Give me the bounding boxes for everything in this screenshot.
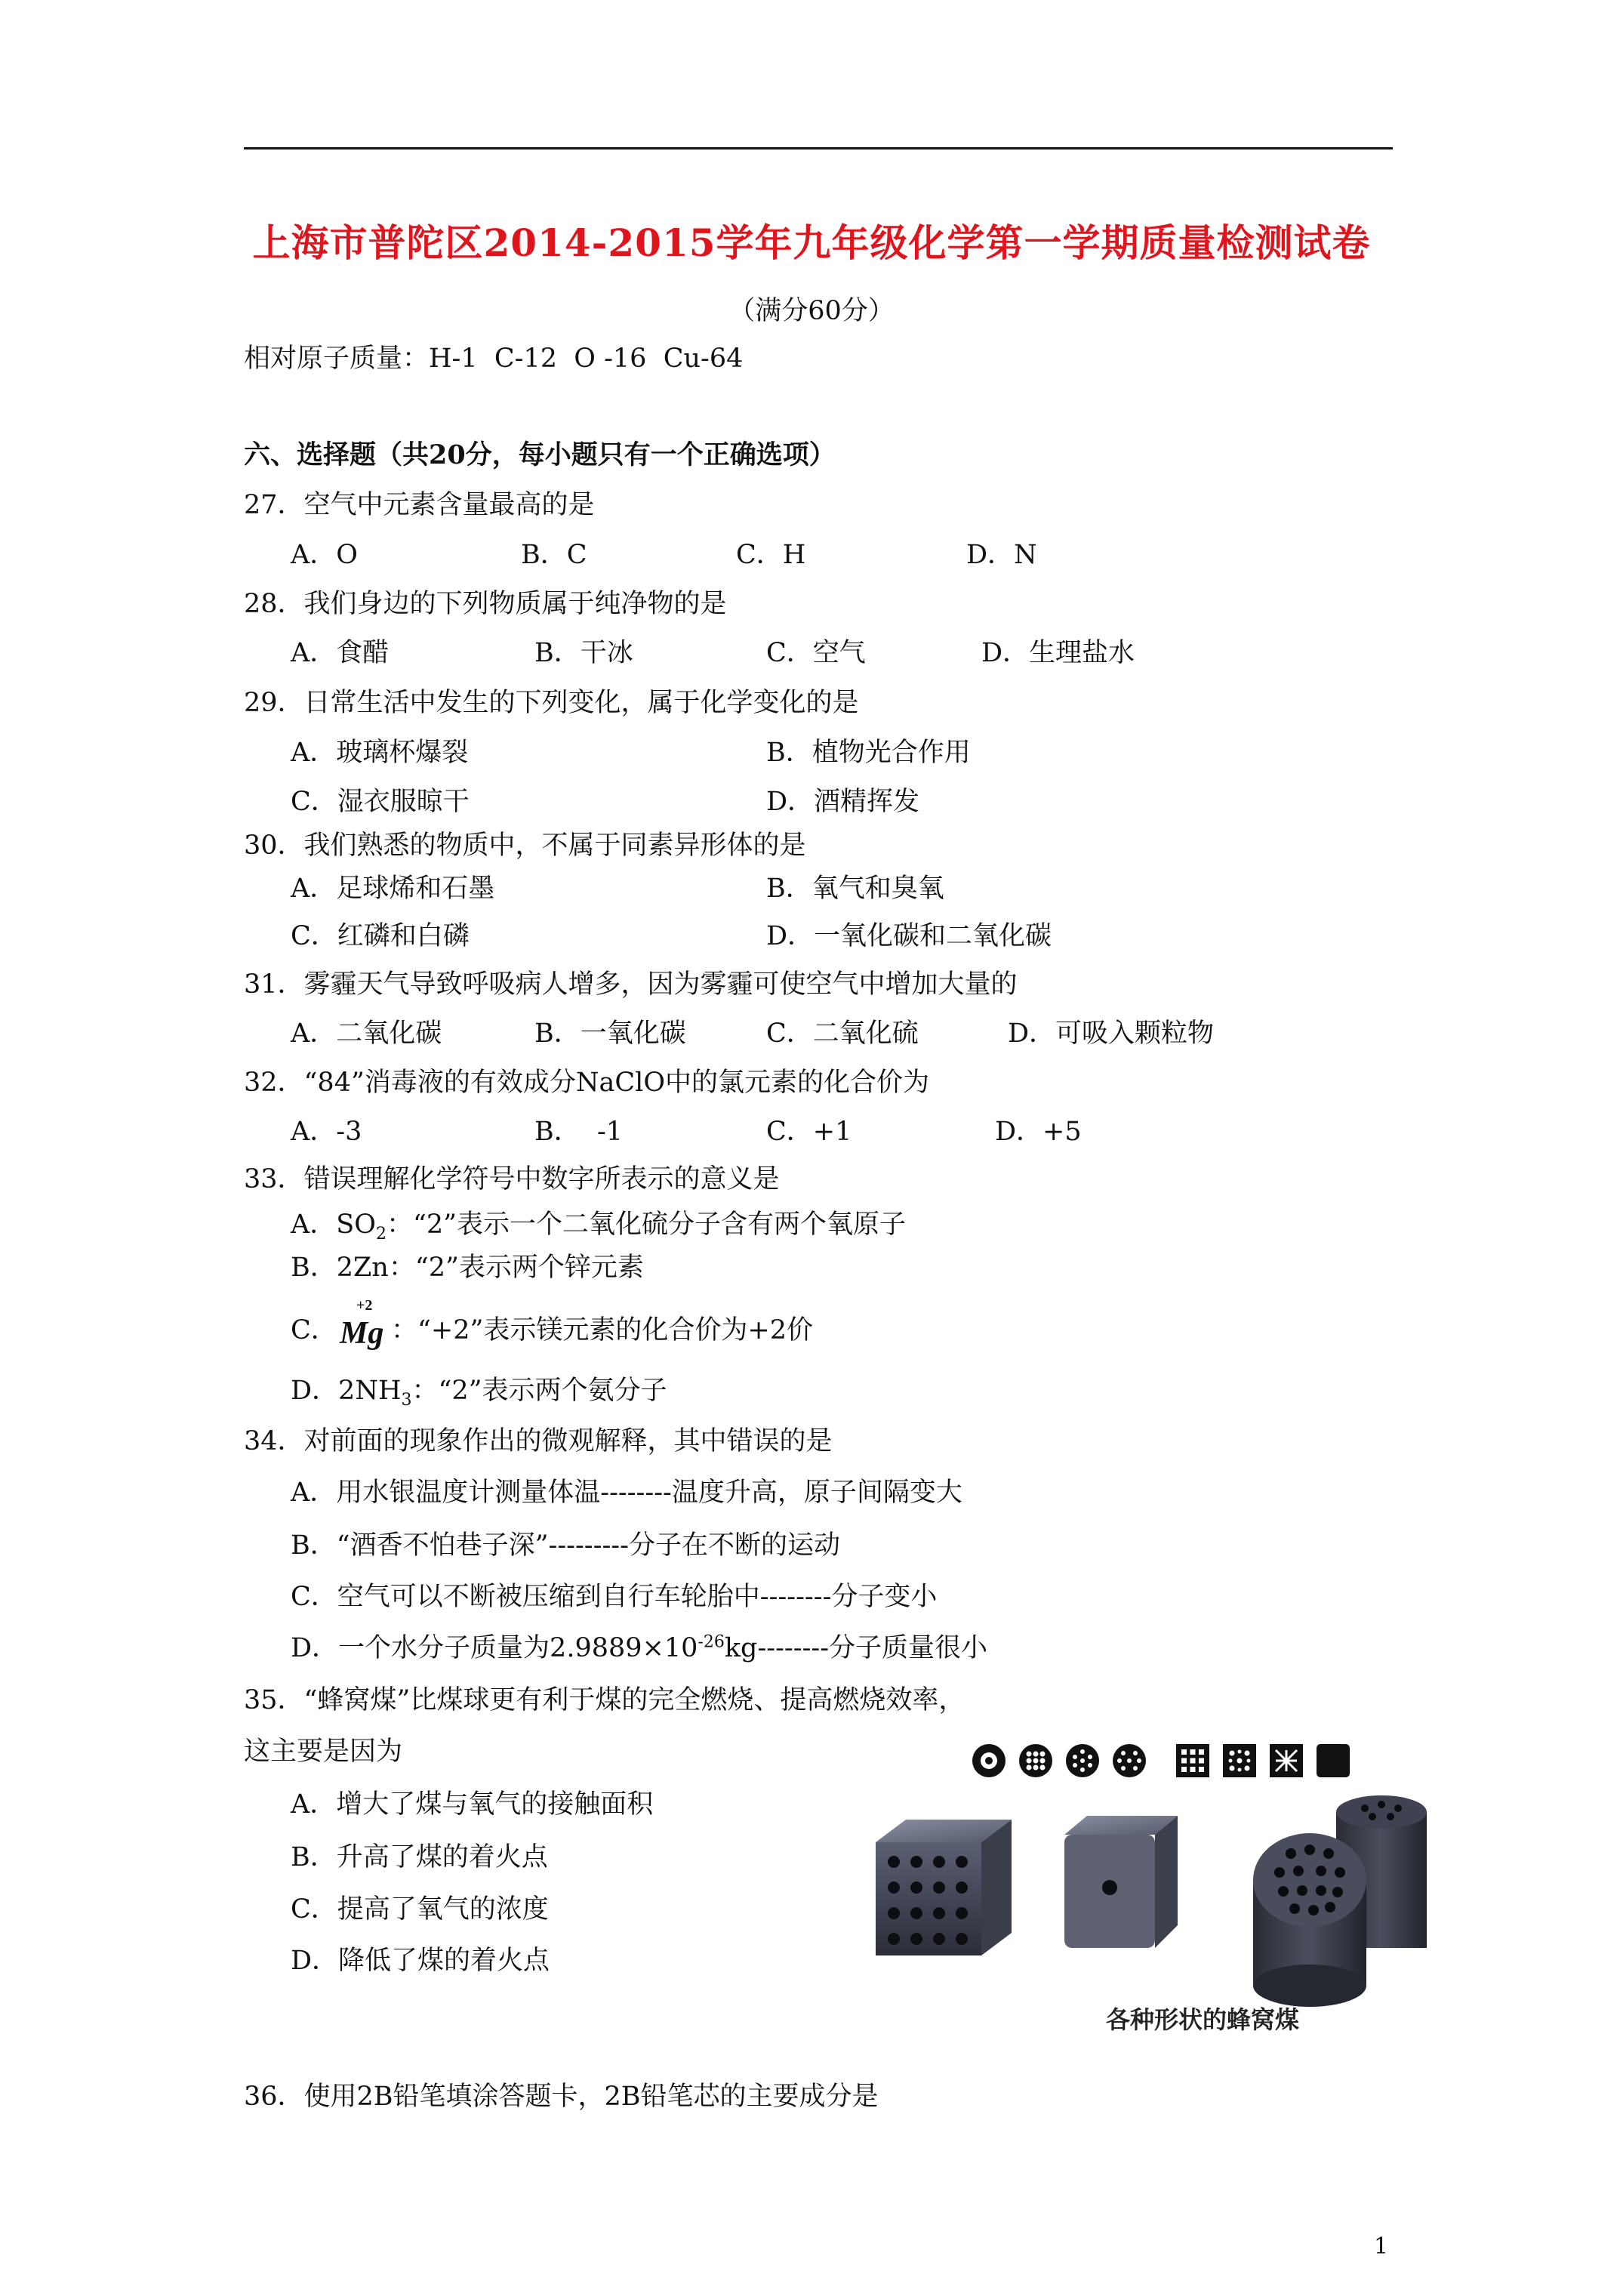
q33-option-c-label: C．: [291, 1315, 337, 1345]
q31-option-b: B．一氧化碳: [534, 1019, 686, 1049]
q29-stem: 29．日常生活中发生的下列变化，属于化学变化的是: [244, 688, 859, 718]
header-rule: [244, 147, 1393, 149]
q32-option-a: A．-3: [291, 1117, 362, 1147]
q31-option-a: A．二氧化碳: [291, 1019, 442, 1049]
score-note: （满分60分）: [728, 296, 895, 326]
q34-option-c: C．空气可以不断被压缩到自行车轮胎中--------分子变小: [291, 1582, 938, 1612]
q28-option-a: A．食醋: [291, 638, 390, 668]
q28-stem: 28．我们身边的下列物质属于纯净物的是: [244, 589, 727, 619]
square-briquette-16-holes: [876, 1820, 1012, 1955]
mg-symbol: Mg: [340, 1316, 384, 1351]
q29-option-b: B．植物光合作用: [766, 738, 971, 768]
q35-stem-line2: 这主要是因为: [244, 1737, 403, 1767]
q32-option-b: B． -1: [534, 1117, 624, 1147]
q30-stem: 30．我们熟悉的物质中，不属于同素异形体的是: [244, 831, 806, 861]
section-heading: 六、选择题（共20分，每小题只有一个正确选项）: [244, 439, 836, 470]
q30-option-a: A．足球烯和石墨: [291, 874, 495, 904]
q31-stem: 31．雾霾天气导致呼吸病人增多，因为雾霾可使空气中增加大量的: [244, 969, 1018, 1000]
valence-superscript: +2: [356, 1297, 373, 1314]
honeycomb-briquette-figure: [861, 1729, 1449, 2046]
q33-option-d: D．$2NH_3$：“2”表示两个氨分子: [291, 1376, 667, 1410]
q32-option-d: D．+5: [995, 1117, 1082, 1147]
q34-option-b: B．“酒香不怕巷子深”---------分子在不断的运动: [291, 1530, 840, 1561]
q31-option-c: C．二氧化硫: [766, 1019, 919, 1049]
q30-option-b: B．氧气和臭氧: [766, 874, 944, 904]
q27-option-d: D．N: [966, 540, 1037, 570]
cross-section-icons: [972, 1744, 1350, 1777]
q28-option-b: B．干冰: [534, 638, 633, 668]
q33-stem: 33．错误理解化学符号中数字所表示的意义是: [244, 1164, 780, 1194]
q29-option-a: A．玻璃杯爆裂: [291, 738, 469, 768]
q27-stem: 27．空气中元素含量最高的是: [244, 490, 595, 520]
q29-option-c: C．湿衣服晾干: [291, 787, 470, 817]
q27-option-c: C．H: [736, 540, 806, 570]
q32-option-c: C．+1: [766, 1117, 852, 1147]
q28-option-c: C．空气: [766, 638, 866, 668]
q32-stem: 32．“84”消毒液的有效成分NaClO中的氯元素的化合价为: [244, 1068, 930, 1098]
magnesium-symbol: [340, 1297, 385, 1358]
q36-stem: 36．使用2B铅笔填涂答题卡，2B铅笔芯的主要成分是: [244, 2082, 879, 2112]
q28-option-d: D．生理盐水: [981, 638, 1135, 668]
q35-option-a: A．增大了煤与氧气的接触面积: [291, 1789, 654, 1820]
q34-option-a: A．用水银温度计测量体温--------温度升高，原子间隔变大: [291, 1478, 962, 1508]
cylinder-briquettes: [1253, 1795, 1427, 2007]
q35-stem-line1: 35．“蜂窝煤”比煤球更有利于煤的完全燃烧、提高燃烧效率，: [244, 1685, 965, 1715]
q27-option-a: A．O: [291, 540, 358, 570]
q34-option-d: D．一个水分子质量为$2.9889\times 10^{-26}kg--------$分子质量很小: [291, 1632, 988, 1663]
figure-caption: 各种形状的蜂窝煤: [1106, 2005, 1300, 2034]
atomic-mass: 相对原子质量：H-1 C-12 O -16 Cu-64: [244, 344, 744, 374]
q35-option-d: D．降低了煤的着火点: [291, 1946, 550, 1976]
q27-option-b: B．C: [521, 540, 587, 570]
q35-option-b: B．升高了煤的着火点: [291, 1842, 548, 1872]
q33-option-c-text: ：“+2”表示镁元素的化合价为+2价: [391, 1315, 813, 1345]
q29-option-d: D．酒精挥发: [766, 787, 920, 817]
q34-stem: 34．对前面的现象作出的微观解释，其中错误的是: [244, 1426, 833, 1456]
q33-option-a: A．$SO_2$：“2”表示一个二氧化硫分子含有两个氧原子: [291, 1210, 907, 1244]
q31-option-d: D．可吸入颗粒物: [1008, 1019, 1215, 1049]
exam-title: 上海市普陀区2014-2015学年九年级化学第一学期质量检测试卷: [252, 220, 1371, 265]
q30-option-d: D．一氧化碳和二氧化碳: [766, 921, 1052, 951]
square-briquette-single-hole: [1064, 1816, 1178, 1948]
page-number: 1: [1374, 2233, 1389, 2260]
q30-option-c: C．红磷和白磷: [291, 921, 470, 951]
q33-option-b: B．2Zn：“2”表示两个锌元素: [291, 1253, 644, 1283]
q35-option-c: C．提高了氧气的浓度: [291, 1894, 549, 1925]
